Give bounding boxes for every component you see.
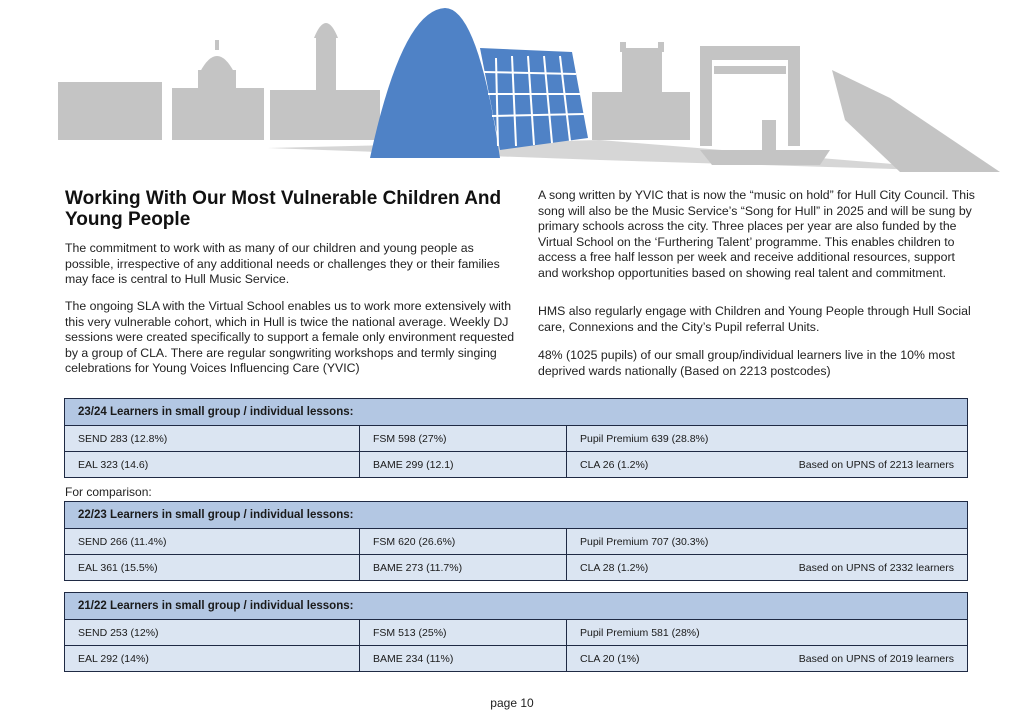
table-row <box>65 426 968 452</box>
eal-cell: EAL 323 (14.6) <box>65 452 360 478</box>
table-row <box>65 529 968 555</box>
page-number: page 10 <box>490 696 534 710</box>
pupil-premium-cell: Pupil Premium 639 (28.8%) <box>567 426 968 452</box>
table-row <box>65 646 968 672</box>
cla-value: CLA 26 (1.2%) <box>580 458 649 471</box>
intro-paragraph: The commitment to work with as many of our children and young people as possible, irrespective of any additional needs or challenges they or their families may face is central to Hull Music Service. <box>65 241 500 287</box>
cla-cell <box>567 646 968 672</box>
table-title: 21/22 Learners in small group / individual lessons: <box>65 593 968 620</box>
learners-table-2223 <box>64 501 968 581</box>
table-title: 23/24 Learners in small group / individual lessons: <box>65 399 968 426</box>
upns-note: Based on UPNS of 2332 learners <box>798 561 954 574</box>
learners-table-2324 <box>64 398 968 478</box>
learners-table-2122 <box>64 592 968 672</box>
send-cell: SEND 266 (11.4%) <box>65 529 360 555</box>
bame-cell: BAME 234 (11%) <box>360 646 567 672</box>
send-cell: SEND 253 (12%) <box>65 620 360 646</box>
fsm-cell: FSM 620 (26.6%) <box>360 529 567 555</box>
bame-cell: BAME 273 (11.7%) <box>360 555 567 581</box>
sla-paragraph: The ongoing SLA with the Virtual School enables us to work more extensively with this very vulnerable cohort, which in Hull is twice the national average. Weekly DJ sessions were created specifically to support a female only environment requested by a group of CLA. There are regular songwriting workshops and termly singing celebrations for Young Voices Influencing Care (YVIC) <box>65 299 515 376</box>
fsm-cell: FSM 598 (27%) <box>360 426 567 452</box>
hull-skyline-illustration <box>0 0 1024 185</box>
send-cell: SEND 283 (12.8%) <box>65 426 360 452</box>
cla-cell <box>567 452 968 478</box>
eal-cell: EAL 361 (15.5%) <box>65 555 360 581</box>
yvic-song-paragraph: A song written by YVIC that is now the “music on hold” for Hull City Council. This song will also be the Music Service’s “Song for Hull” in 2025 and will be sung by primary schools across the city. Three places per year are also funded by the Virtual School on the ‘Furthering Talent’ programme. This enables children to access a free half lesson per week and receive additional resources, support and workshop opportunities based on showing real talent and commitment. <box>538 188 975 280</box>
upns-note: Based on UPNS of 2019 learners <box>798 652 954 665</box>
fsm-cell: FSM 513 (25%) <box>360 620 567 646</box>
pupil-premium-cell: Pupil Premium 581 (28%) <box>567 620 968 646</box>
comparison-label: For comparison: <box>65 485 152 499</box>
upns-note: Based on UPNS of 2213 learners <box>798 458 954 471</box>
cla-cell <box>567 555 968 581</box>
page-heading: Working With Our Most Vulnerable Children And Young People <box>65 188 502 230</box>
table-row <box>65 555 968 581</box>
table-row <box>65 620 968 646</box>
deprivation-paragraph: 48% (1025 pupils) of our small group/individual learners live in the 10% most deprived wards nationally (Based on 2213 postcodes) <box>538 348 955 378</box>
table-title: 22/23 Learners in small group / individual lessons: <box>65 502 968 529</box>
cla-value: CLA 20 (1%) <box>580 652 640 665</box>
table-row <box>65 452 968 478</box>
pupil-premium-cell: Pupil Premium 707 (30.3%) <box>567 529 968 555</box>
engagement-paragraph: HMS also regularly engage with Children and Young People through Hull Social care, Connexions and the City’s Pupil referral Units. <box>538 304 971 334</box>
cla-value: CLA 28 (1.2%) <box>580 561 649 574</box>
eal-cell: EAL 292 (14%) <box>65 646 360 672</box>
bame-cell: BAME 299 (12.1) <box>360 452 567 478</box>
